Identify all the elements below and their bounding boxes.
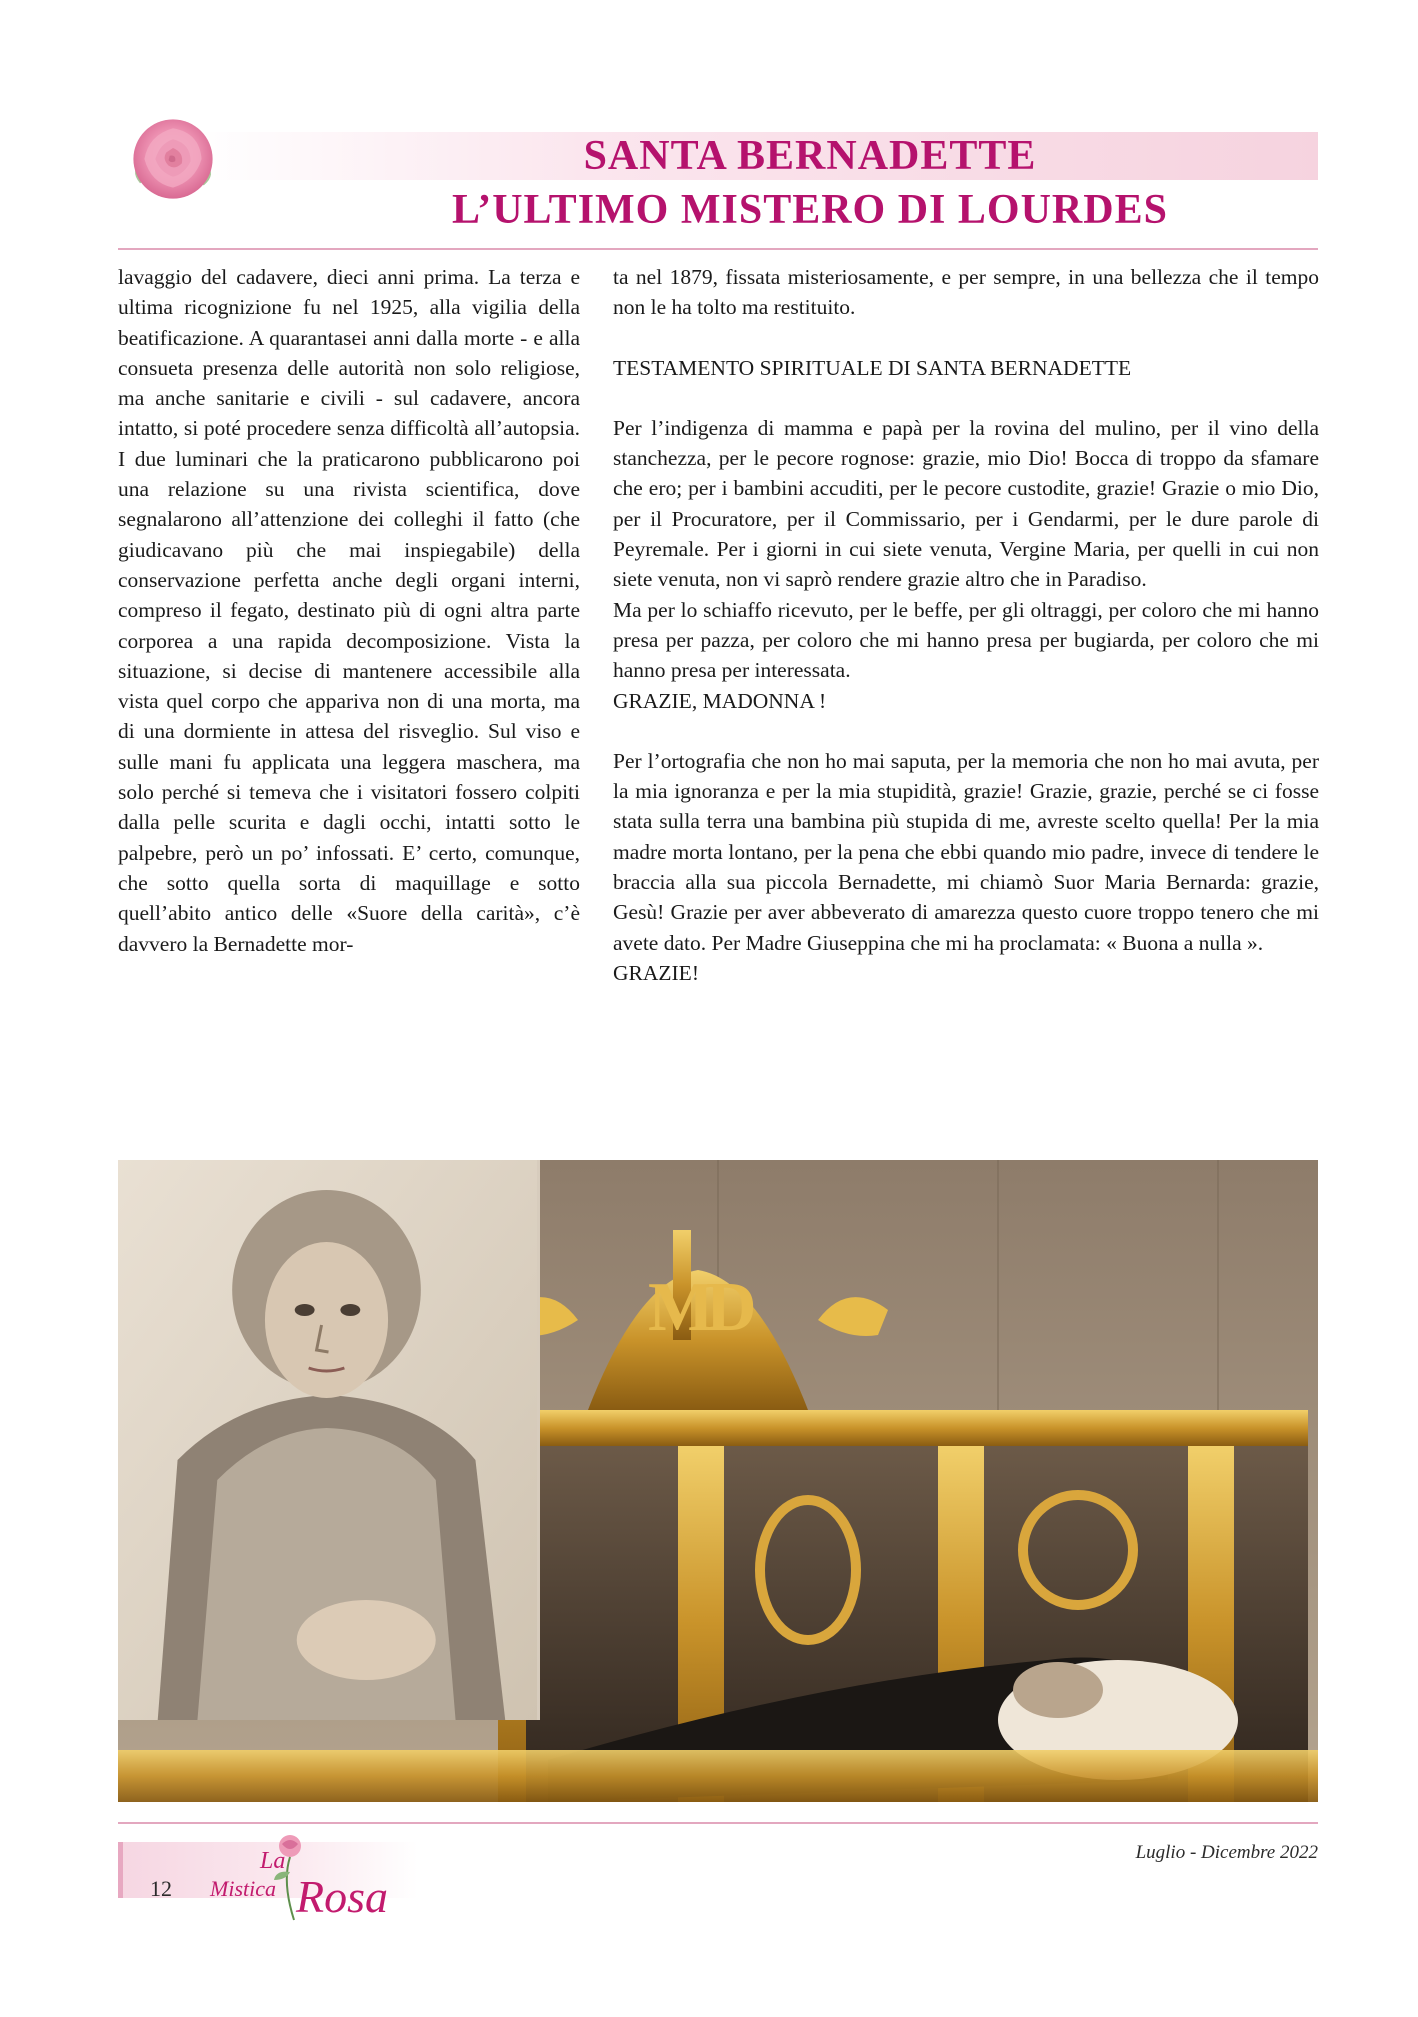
issue-date: Luglio - Dicembre 2022 (1135, 1842, 1318, 1863)
article-right-column (613, 262, 1319, 988)
testament-paragraph-1: Per l’indigenza di mamma e papà per la rovina del mulino, per il vino della stanchezza, per le pecore rognose: grazie, mio Dio! Bocca di troppo da sfamare che ero; per i bambini accuditi, per le pecore custodite, grazie! Grazie o mio Dio, per il Procuratore, per il Commissario, per i Gendarmi, per le dure parole di Peyremale. Per i giorni in cui siete venuta, Vergine Maria, per quelli in cui non siete venuta, non vi saprò rendere grazie altro che in Paradiso. (613, 415, 1319, 592)
page-number: 12 (150, 1876, 172, 1901)
testament-paragraph-4: Per l’ortografia che non ho mai saputa, per la memoria che non ho mai avuta, per la mia ignoranza e per la mia stupidità, grazie! Grazie, grazie, perché se ci fosse stata sulla terra una bambina più stupida di me, avreste scelto quella! Per la mia madre morta lontano, per la pena che ebbi quando mio padre, invece di tendere le braccia alla sua piccola Bernadette, mi chiamò Suor Maria Bernarda: grazie, Gesù! Grazie per aver abbeverato di amarezza questo cuore troppo tenero che mi avete dato. Per Madre Giuseppina che mi ha proclamata: « Buona a nulla ». (613, 748, 1319, 955)
magazine-word-rosa: Rosa (296, 1871, 388, 1922)
magazine-word-mistica: Mistica (210, 1876, 276, 1901)
header-divider (118, 248, 1318, 250)
article-title-line1: SANTA BERNADETTE (583, 133, 1037, 179)
rose-icon (118, 104, 228, 214)
article-left-column (118, 262, 580, 959)
testament-paragraph-5: GRAZIE! (613, 960, 699, 985)
left-column-text: lavaggio del cadavere, dieci anni prima. La terza e ultima ricognizione fu nel 1925, alla vigilia della beatificazione. A quarantasei anni dalla morte - e alla consueta presenza delle autorità non solo religiose, ma anche sanitarie e civili - sul cadavere, ancora intatto, si poté procedere senza difficoltà all’autopsia. I due luminari che la praticarono pubblicarono poi una relazione su una rivista scientifica, dove segnalarono all’attenzione dei colleghi il fatto (che giudicavano più che mai inspiegabile) della conservazione perfetta anche degli organi interni, compreso il fegato, destinato più di ogni altra parte corporea a una rapida decomposizione. Vista la situazione, si decise di mantenere accessibile alla vista quel corpo che appariva non di una morta, ma di una dormiente in attesa del risveglio. Sul viso e sulle mani fu applicata una leggera maschera, ma solo perché si temeva che i visitatori fossero colpiti dalla pelle scurita e dagli occhi, intatti sotto le palpebre, però un po’ infossati. E’ certo, comunque, che sotto quella sorta di maquillage e sotto quell’abito antico delle «Suore della carità», c’è davvero la Bernadette mor- (118, 265, 580, 956)
photo-area (118, 1160, 1318, 1802)
portrait-photo (118, 1160, 540, 1720)
testament-paragraph-2: Ma per lo schiaffo ricevuto, per le beffe, per gli oltraggi, per coloro che mi hanno presa per pazza, per coloro che mi hanno presa per bugiarda, per coloro che mi hanno presa per interessata. (613, 597, 1319, 683)
right-column-intro: ta nel 1879, fissata misteriosamente, e per sempre, in una bellezza che il tempo non le ha tolto ma restituito. (613, 265, 1319, 320)
footer-accent-bar (118, 1842, 123, 1898)
testament-heading: TESTAMENTO SPIRITUALE DI SANTA BERNADETTE (613, 355, 1132, 380)
svg-text:D: D (706, 1269, 757, 1346)
footer-divider (118, 1822, 1318, 1824)
magazine-logo (190, 1832, 430, 1922)
article-title-line2: L’ULTIMO MISTERO DI LOURDES (452, 187, 1168, 233)
svg-text:M: M (648, 1269, 715, 1346)
testament-paragraph-3: GRAZIE, MADONNA ! (613, 688, 827, 713)
magazine-word-la: La (260, 1848, 286, 1874)
